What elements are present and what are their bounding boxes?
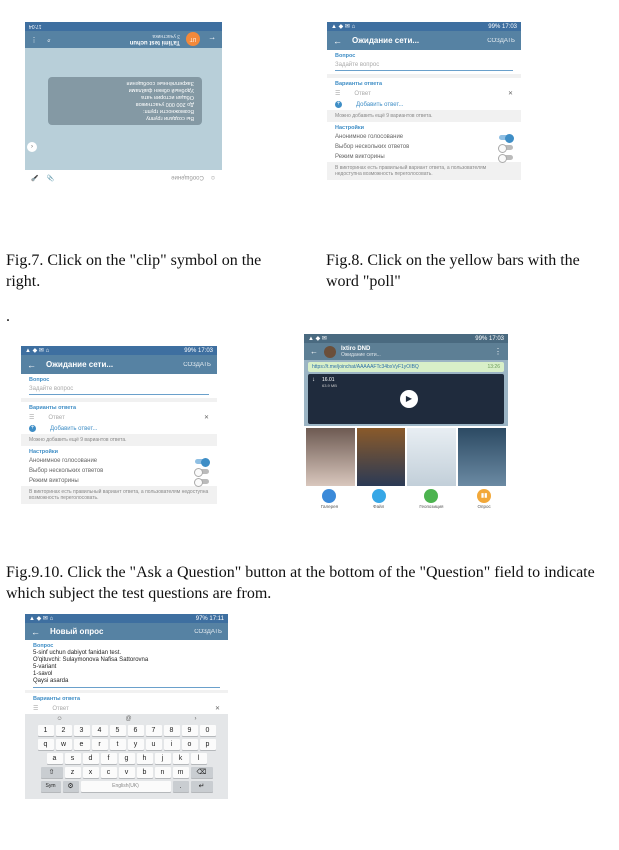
key-i[interactable]: i <box>164 739 180 750</box>
info-line: Возможности групп: <box>143 108 194 114</box>
key-t[interactable]: t <box>110 739 126 750</box>
question-input[interactable]: Задайте вопрос <box>335 60 513 71</box>
quiz-hint: В викторинах есть правильный вариант ответа, а пользователям недоступна возможность переголосовать. <box>327 162 521 180</box>
plus-icon[interactable]: + <box>30 425 35 431</box>
key-e[interactable]: e <box>74 739 90 750</box>
quiz-hint: В викторинах есть правильный вариант ответа, а пользователям недоступна возможность переголосовать. <box>21 486 217 504</box>
create-button[interactable]: СОЗДАТЬ <box>194 628 222 635</box>
chat-subtitle: 3 участника <box>152 33 180 40</box>
options-header: Варианты ответа <box>335 81 383 87</box>
quiz-toggle[interactable] <box>499 155 513 160</box>
add-option-button[interactable]: Добавить ответ... <box>356 101 404 108</box>
anon-row[interactable] <box>21 456 217 466</box>
video-bubble[interactable] <box>308 374 504 424</box>
info-line: До 200 000 участников <box>135 101 194 107</box>
caption-fig910: Fig.9.10. Click the "Ask a Question" button at the bottom of the "Question" field to indicate which subject the test questions are from. <box>6 564 595 602</box>
kb-row-qwerty <box>25 739 228 750</box>
kb-row-asdf <box>25 753 228 764</box>
statusbar <box>21 346 217 355</box>
status-time: 17:11 <box>209 615 224 622</box>
battery-level: 97% <box>195 615 208 622</box>
chat-title: Ixtiro DND <box>341 345 371 352</box>
fig7-appbar <box>25 31 222 48</box>
key-s[interactable]: s <box>65 753 81 764</box>
key-4[interactable]: 4 <box>92 725 108 736</box>
mic-icon[interactable]: 🎤 <box>31 174 39 180</box>
info-line: Вы создали группу <box>146 115 194 121</box>
fig11-screenshot <box>25 614 228 799</box>
fig7-rotated <box>25 22 222 185</box>
plus-icon[interactable]: + <box>336 101 341 107</box>
kb-toolbar <box>25 714 228 722</box>
key-7[interactable]: 7 <box>146 725 162 736</box>
option-row[interactable] <box>21 412 217 423</box>
key-x[interactable]: x <box>83 767 99 778</box>
appbar <box>327 31 521 50</box>
status-time: 17:04 <box>29 23 42 30</box>
back-arrow-icon[interactable]: ← <box>31 626 40 637</box>
key-j[interactable]: j <box>155 753 171 764</box>
create-button[interactable]: СОЗДАТЬ <box>487 37 515 44</box>
kb-arrow-icon[interactable]: › <box>194 716 197 722</box>
key-v[interactable]: v <box>119 767 135 778</box>
question-line: 5-sinf uchun dabiyot fanidan test. <box>33 650 122 656</box>
key-p[interactable]: p <box>200 739 216 750</box>
anon-toggle[interactable] <box>499 135 513 140</box>
kb-row-zxcv <box>25 767 228 778</box>
option-input[interactable]: Ответ <box>354 90 371 97</box>
close-icon[interactable]: ✕ <box>203 415 209 421</box>
battery-level: 99% <box>488 23 501 30</box>
sym-key[interactable]: Sym <box>41 781 61 792</box>
info-line: Общая история чата <box>141 94 194 100</box>
backspace-key[interactable]: ⌫ <box>191 767 213 778</box>
multi-row[interactable] <box>327 142 521 152</box>
statusbar <box>304 334 508 343</box>
quiz-row[interactable] <box>327 152 521 162</box>
key-k[interactable]: k <box>173 753 189 764</box>
chat-avatar: UT <box>186 33 200 47</box>
settings-header: Настройки <box>335 125 365 131</box>
drag-handle-icon[interactable]: ☰ <box>29 415 35 421</box>
poll-button[interactable]: Опрос <box>477 504 491 509</box>
fig7-info-card <box>48 77 202 125</box>
fig7-input-bar <box>25 170 222 185</box>
multi-toggle[interactable] <box>499 145 513 150</box>
back-arrow-icon[interactable]: ← <box>310 347 318 356</box>
status-icons: ▲ ◆ ✉ ⌂ <box>331 24 356 30</box>
quiz-toggle[interactable] <box>195 479 209 484</box>
gallery-thumb[interactable] <box>458 428 507 486</box>
space-key[interactable]: English(UK) <box>81 781 171 792</box>
back-arrow-icon[interactable]: ← <box>27 359 36 370</box>
status-time: 17:03 <box>197 347 213 354</box>
key-u[interactable]: u <box>146 739 162 750</box>
key-0[interactable]: 0 <box>200 725 216 736</box>
chat-title: Ta'limi test uchun <box>129 39 180 46</box>
caption-dot: . <box>6 308 10 325</box>
question-header: Вопрос <box>29 377 50 383</box>
multi-label: Выбор нескольких ответов <box>335 144 410 150</box>
options-header: Варианты ответа <box>33 696 81 702</box>
info-line: Удобный обмен файлами <box>128 87 194 93</box>
quiz-row[interactable] <box>21 476 217 486</box>
info-line: Закреплённые сообщения <box>126 80 194 86</box>
file-button[interactable]: Файл <box>373 504 385 509</box>
scroll-arrow-icon[interactable]: › <box>27 142 37 152</box>
location-button[interactable]: Геопозиция <box>419 504 444 509</box>
appbar <box>25 623 228 640</box>
multi-row[interactable] <box>21 466 217 476</box>
key-d[interactable]: d <box>83 753 99 764</box>
settings-header: Настройки <box>29 449 59 455</box>
gallery-grid <box>304 426 508 488</box>
more-icon[interactable]: ⋮ <box>494 347 502 356</box>
link-bubble <box>308 362 504 372</box>
key-w[interactable]: w <box>56 739 72 750</box>
gallery-thumb[interactable] <box>357 428 406 486</box>
gallery-thumb[interactable] <box>306 428 355 486</box>
fig7-statusbar <box>25 22 222 31</box>
close-icon[interactable]: ✕ <box>507 91 513 97</box>
key-6[interactable]: 6 <box>128 725 144 736</box>
status-time: 17:03 <box>488 335 504 342</box>
fig8-screenshot <box>327 22 521 206</box>
paperclip-icon[interactable]: 📎 <box>46 174 54 180</box>
kb-row-numbers <box>25 725 228 736</box>
option-input[interactable]: Ответ <box>48 414 65 421</box>
add-option-row[interactable] <box>327 99 521 110</box>
question-line: O'qituvchi: Sulaymonova Nafisa Sattorovna <box>33 657 149 663</box>
appbar-title: Ожидание сети... <box>46 360 114 369</box>
key-f[interactable]: f <box>101 753 117 764</box>
appbar-title: Ожидание сети... <box>352 36 420 45</box>
attach-buttons <box>304 488 508 514</box>
question-line: Qaysi asarda <box>33 678 69 684</box>
appbar <box>304 343 508 360</box>
multi-toggle[interactable] <box>195 469 209 474</box>
dot-key[interactable]: . <box>173 781 189 792</box>
fig7-screenshot <box>25 22 222 185</box>
key-q[interactable]: q <box>38 739 54 750</box>
settings-key[interactable]: ⚙ <box>63 781 79 792</box>
key-g[interactable]: g <box>119 753 135 764</box>
message-input[interactable]: Сообщение <box>171 174 204 181</box>
key-h[interactable]: h <box>137 753 153 764</box>
add-option-row[interactable] <box>21 423 217 434</box>
key-m[interactable]: m <box>173 767 189 778</box>
gif-icon[interactable]: @ <box>125 716 132 722</box>
caption-fig7: Fig.7. Click on the "clip" symbol on the right. <box>6 252 262 290</box>
link-text[interactable]: https://t.me/joinchat/AAAAAFTc34bxVyF1yOIBQ <box>312 364 419 370</box>
file-icon[interactable] <box>372 489 386 503</box>
option-row[interactable] <box>25 703 228 714</box>
appbar <box>21 355 217 374</box>
back-arrow-icon[interactable]: ← <box>333 35 342 46</box>
fig10-screenshot <box>304 334 508 514</box>
status-icons: ▲ ◆ ✉ ⌂ <box>29 616 54 622</box>
question-input[interactable]: Задайте вопрос <box>29 384 209 395</box>
drag-handle-icon[interactable]: ☰ <box>335 91 341 97</box>
status-time: 17:03 <box>501 23 517 30</box>
key-y[interactable]: y <box>128 739 144 750</box>
fig9-screenshot <box>21 346 217 530</box>
back-arrow-icon[interactable]: ← <box>208 35 216 44</box>
emoji-icon[interactable]: ☺ <box>56 716 63 722</box>
drag-handle-icon[interactable]: ☰ <box>33 706 39 712</box>
smile-icon[interactable]: ☺ <box>209 174 216 181</box>
add-option-button[interactable]: Добавить ответ... <box>50 425 98 432</box>
statusbar <box>327 22 521 31</box>
quiz-label: Режим викторины <box>29 478 79 484</box>
caption-fig8: Fig.8. Click on the yellow bars with the word "poll" <box>326 252 580 290</box>
link-time: 13:26 <box>487 364 500 370</box>
multi-label: Выбор нескольких ответов <box>29 468 104 474</box>
statusbar <box>25 614 228 623</box>
close-icon[interactable]: ✕ <box>214 706 220 712</box>
shift-key[interactable]: ⇧ <box>41 767 63 778</box>
key-o[interactable]: o <box>182 739 198 750</box>
gallery-button[interactable]: Галерея <box>320 504 339 509</box>
more-icon[interactable]: ⋮ <box>31 36 37 42</box>
chat-subtitle: Ожидание сети... <box>341 351 381 358</box>
anon-label: Анонимное голосование <box>335 134 404 140</box>
question-input[interactable] <box>33 650 220 688</box>
key-z[interactable]: z <box>65 767 81 778</box>
question-header: Вопрос <box>335 53 356 59</box>
key-5[interactable]: 5 <box>110 725 126 736</box>
question-line: 5-variant <box>33 664 57 670</box>
key-l[interactable]: l <box>191 753 207 764</box>
anon-row[interactable] <box>327 132 521 142</box>
key-3[interactable]: 3 <box>74 725 90 736</box>
file-name: 16.01 <box>322 377 335 383</box>
key-2[interactable]: 2 <box>56 725 72 736</box>
question-line: 1-savol <box>33 671 53 677</box>
options-header: Варианты ответа <box>29 405 77 411</box>
key-b[interactable]: b <box>137 767 153 778</box>
appbar-title: Новый опрос <box>50 627 104 636</box>
keyboard <box>25 714 228 799</box>
key-8[interactable]: 8 <box>164 725 180 736</box>
key-9[interactable]: 9 <box>182 725 198 736</box>
option-input[interactable]: Ответ <box>52 705 69 712</box>
quiz-label: Режим викторины <box>335 154 385 160</box>
limit-hint: Можно добавить ещё 9 вариантов ответа. <box>327 110 521 122</box>
download-icon[interactable]: ↓ <box>312 377 315 383</box>
location-icon[interactable] <box>424 489 438 503</box>
battery-level: 99% <box>475 335 488 342</box>
key-1[interactable]: 1 <box>38 725 54 736</box>
battery-level: 99% <box>184 347 197 354</box>
enter-key[interactable]: ↵ <box>191 781 213 792</box>
gallery-thumb[interactable] <box>407 428 456 486</box>
play-icon[interactable]: ▶ <box>400 390 418 408</box>
question-header: Вопрос <box>33 643 54 649</box>
file-size: 63.9 MB <box>322 383 337 388</box>
status-icons: ▲ ◆ ✉ ⌂ <box>25 348 50 354</box>
anon-toggle[interactable] <box>195 459 209 464</box>
search-icon[interactable]: ⌕ <box>47 37 51 43</box>
key-r[interactable]: r <box>92 739 108 750</box>
key-a[interactable]: a <box>47 753 63 764</box>
option-row[interactable] <box>327 88 521 99</box>
anon-label: Анонимное голосование <box>29 458 98 464</box>
status-icons: ▲ ◆ ✉ <box>308 336 327 342</box>
key-n[interactable]: n <box>155 767 171 778</box>
gallery-icon[interactable] <box>322 489 336 503</box>
limit-hint: Можно добавить ещё 9 вариантов ответа. <box>21 434 217 446</box>
chat-avatar <box>324 346 336 358</box>
poll-icon[interactable]: ▮▮ <box>477 489 491 503</box>
create-button[interactable]: СОЗДАТЬ <box>183 361 211 368</box>
key-c[interactable]: c <box>101 767 117 778</box>
kb-row-bottom <box>25 781 228 792</box>
